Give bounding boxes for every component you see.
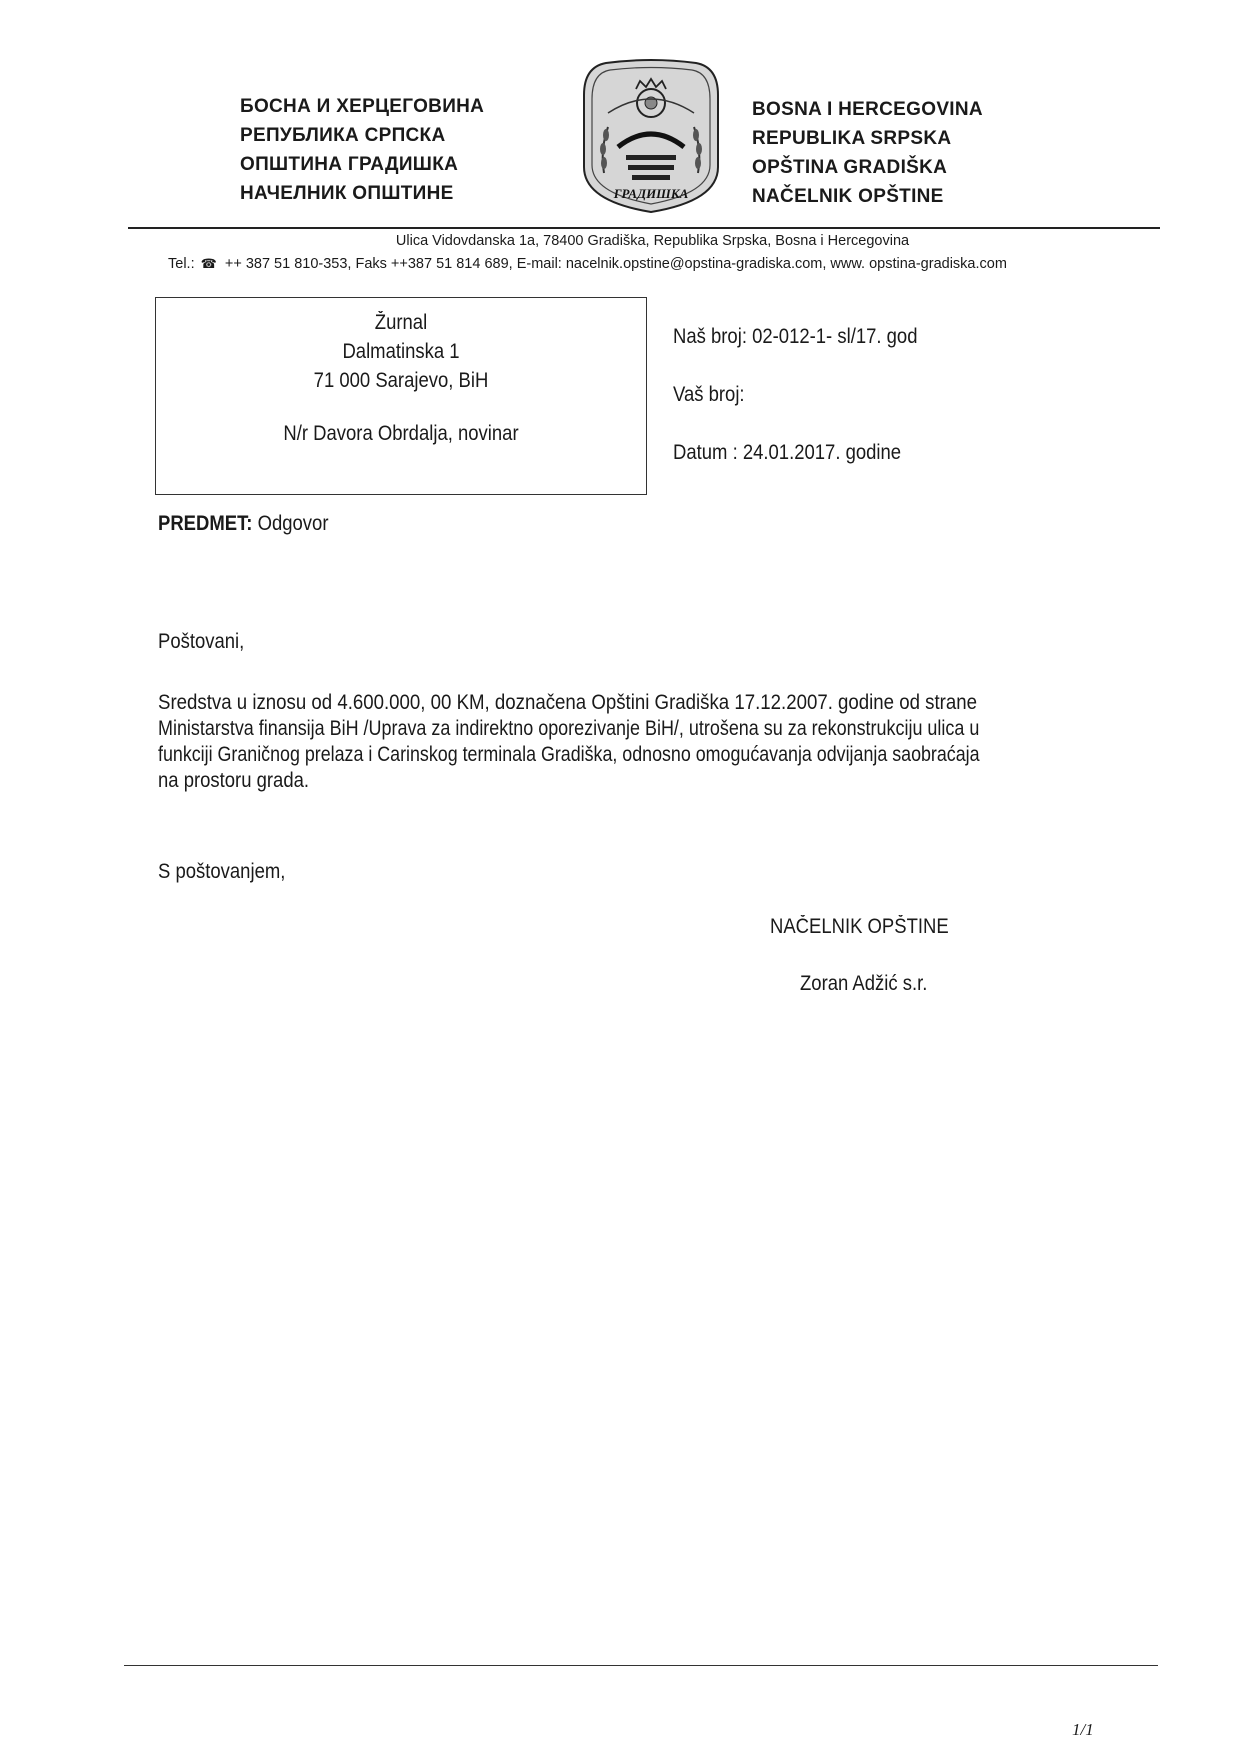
- header-line: ОПШТИНА ГРАДИШКА: [240, 154, 459, 175]
- signature-title: NAČELNIK OPŠTINE: [770, 915, 949, 938]
- header-contact: [168, 256, 1007, 272]
- header-divider: [128, 227, 1160, 229]
- signature-name: Zoran Adžić s.r.: [800, 972, 928, 995]
- paragraph-line: na prostoru grada.: [158, 769, 310, 792]
- header-address: Ulica Vidovdanska 1a, 78400 Gradiška, Republika Srpska, Bosna i Hercegovina: [395, 233, 910, 249]
- municipality-emblem: [578, 55, 724, 215]
- header-line: БОСНА И ХЕРЦЕГОВИНА: [240, 96, 485, 117]
- header-cyrillic: [240, 92, 484, 208]
- header-line: NAČELNIK OPŠTINE: [752, 186, 944, 207]
- recipient-street: Dalmatinska 1: [342, 340, 460, 363]
- contact-prefix: Tel.:: [168, 256, 195, 272]
- header-line: BOSNA I HERCEGOVINA: [752, 99, 983, 120]
- paragraph-line: funkciji Graničnog prelaza i Carinskog terminala Gradiška, odnosno omogućavanja odvijanja saobraćaja: [158, 743, 980, 766]
- subject-label: PREDMET:: [158, 512, 253, 535]
- paragraph-line: Sredstva u iznosu od 4.600.000, 00 KM, doznačena Opštini Gradiška 17.12.2007. godine od strane: [158, 691, 977, 714]
- recipient-name: Žurnal: [374, 311, 428, 334]
- contact-details: ++ 387 51 810-353, Faks ++387 51 814 689, E-mail: nacelnik.opstine@opstina-gradiska.com, www. opstina-gradiska.com: [224, 256, 1007, 272]
- paragraph-line: Ministarstva finansija BiH /Uprava za indirektno oporezivanje BiH/, utrošena su za rekonstrukciju ulica u: [158, 717, 980, 740]
- phone-icon: ☎: [200, 256, 217, 271]
- footer-divider: [124, 1665, 1158, 1666]
- greeting: Poštovani,: [158, 630, 245, 653]
- body-paragraph: [158, 690, 1240, 794]
- header-line: РЕПУБЛИКА СРПСКА: [240, 125, 446, 146]
- header-line: OPŠTINA GRADIŠKA: [752, 157, 948, 178]
- header-line: НАЧЕЛНИК ОПШТИНЕ: [240, 183, 454, 204]
- our-reference: Naš broj: 02-012-1- sl/17. god: [673, 325, 918, 348]
- subject-line: [158, 512, 328, 536]
- recipient-attention: N/r Davora Obrdalja, novinar: [283, 422, 519, 445]
- document-date: Datum : 24.01.2017. godine: [673, 441, 902, 464]
- recipient-city: 71 000 Sarajevo, BiH: [313, 369, 489, 392]
- header-line: REPUBLIKA SRPSKA: [752, 128, 952, 149]
- subject-value: Odgovor: [252, 512, 329, 535]
- your-reference: Vaš broj:: [673, 383, 745, 406]
- header-latin: [752, 95, 983, 211]
- emblem-text: ГРАДИШКА: [613, 186, 689, 201]
- page-number: 1/1: [1072, 1720, 1094, 1739]
- recipient-box: [155, 297, 647, 495]
- closing: S poštovanjem,: [158, 860, 286, 883]
